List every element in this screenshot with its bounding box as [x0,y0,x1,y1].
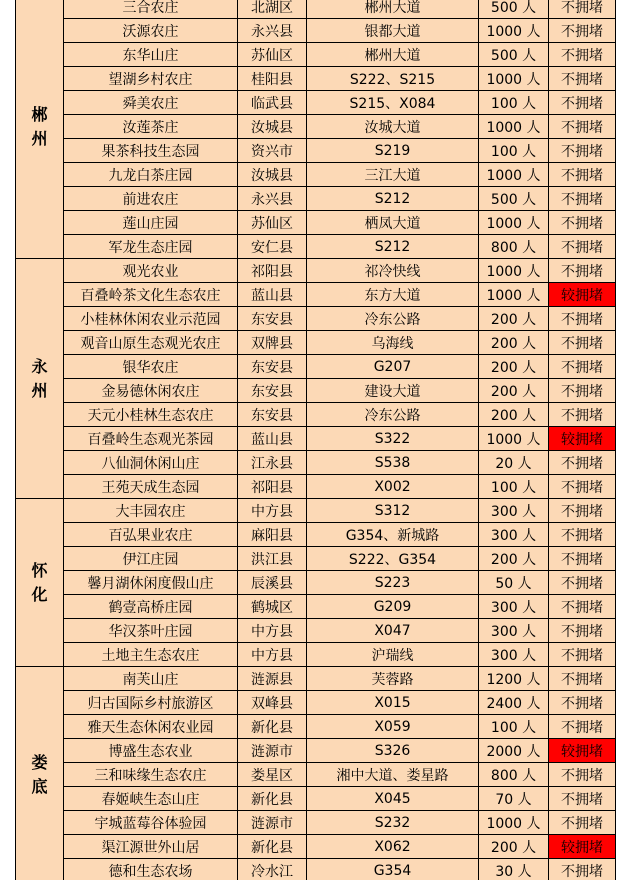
road-cell: S222、G354 [307,547,479,571]
capacity-cell: 200 人 [479,379,549,403]
road-cell: X062 [307,835,479,859]
farm-name-cell: 舜美农庄 [64,91,238,115]
road-cell: S223 [307,571,479,595]
status-cell: 不拥堵 [549,355,616,379]
road-cell: 乌海线 [307,331,479,355]
table-row [16,667,616,691]
district-cell: 涟源市 [238,811,307,835]
status-cell: 不拥堵 [549,475,616,499]
table-row [16,379,616,403]
region-cell: 怀化 [16,499,64,667]
district-cell: 中方县 [238,619,307,643]
capacity-cell: 100 人 [479,715,549,739]
status-cell: 不拥堵 [549,523,616,547]
status-cell: 不拥堵 [549,211,616,235]
status-cell: 不拥堵 [549,667,616,691]
road-cell: X045 [307,787,479,811]
district-cell: 安仁县 [238,235,307,259]
table-row [16,763,616,787]
capacity-cell: 300 人 [479,619,549,643]
farm-name-cell: 伊江庄园 [64,547,238,571]
farm-name-cell: 小桂林休闲农业示范园 [64,307,238,331]
capacity-cell: 1000 人 [479,283,549,307]
district-cell: 桂阳县 [238,67,307,91]
road-cell: 祁冷快线 [307,259,479,283]
capacity-cell: 1000 人 [479,811,549,835]
district-cell: 冷水江 [238,859,307,880]
status-cell: 较拥堵 [549,283,616,307]
status-cell: 不拥堵 [549,379,616,403]
capacity-cell: 200 人 [479,307,549,331]
district-cell: 苏仙区 [238,43,307,67]
district-cell: 东安县 [238,379,307,403]
road-cell: G354 [307,859,479,880]
farm-name-cell: 华汉茶叶庄园 [64,619,238,643]
district-cell: 东安县 [238,403,307,427]
status-cell: 不拥堵 [549,763,616,787]
road-cell: S212 [307,187,479,211]
status-cell: 不拥堵 [549,43,616,67]
farm-name-cell: 军龙生态庄园 [64,235,238,259]
table-row [16,235,616,259]
table-row [16,739,616,763]
capacity-cell: 1000 人 [479,115,549,139]
capacity-cell: 1000 人 [479,259,549,283]
district-cell: 双峰县 [238,691,307,715]
table-row [16,307,616,331]
farm-name-cell: 东华山庄 [64,43,238,67]
road-cell: S312 [307,499,479,523]
capacity-cell: 300 人 [479,643,549,667]
table-row [16,475,616,499]
farm-name-cell: 博盛生态农业 [64,739,238,763]
table-row [16,355,616,379]
farm-name-cell: 三和味缘生态农庄 [64,763,238,787]
farm-name-cell: 望湖乡村农庄 [64,67,238,91]
farm-name-cell: 百叠岭生态观光茶园 [64,427,238,451]
road-cell: 建设大道 [307,379,479,403]
farm-name-cell: 大丰园农庄 [64,499,238,523]
capacity-cell: 1000 人 [479,67,549,91]
table-row [16,859,616,880]
farm-name-cell: 汝莲茶庄 [64,115,238,139]
capacity-cell: 30 人 [479,859,549,880]
district-cell: 祁阳县 [238,475,307,499]
district-cell: 娄星区 [238,763,307,787]
capacity-cell: 500 人 [479,0,549,19]
district-cell: 洪江县 [238,547,307,571]
status-cell: 不拥堵 [549,91,616,115]
district-cell: 北湖区 [238,0,307,19]
capacity-cell: 800 人 [479,235,549,259]
district-cell: 江永县 [238,451,307,475]
district-cell: 永兴县 [238,19,307,43]
road-cell: G354、新城路 [307,523,479,547]
district-cell: 祁阳县 [238,259,307,283]
road-cell: 栖凤大道 [307,211,479,235]
status-cell: 不拥堵 [549,499,616,523]
table-row [16,19,616,43]
status-cell: 不拥堵 [549,331,616,355]
status-cell: 不拥堵 [549,691,616,715]
road-cell: 芙蓉路 [307,667,479,691]
table-row [16,811,616,835]
table-row [16,211,616,235]
capacity-cell: 200 人 [479,331,549,355]
table-row [16,0,616,19]
road-cell: 东方大道 [307,283,479,307]
table-row [16,787,616,811]
capacity-cell: 1000 人 [479,163,549,187]
status-cell: 不拥堵 [549,547,616,571]
table-row [16,691,616,715]
capacity-cell: 2400 人 [479,691,549,715]
farm-name-cell: 观光农业 [64,259,238,283]
status-cell: 不拥堵 [549,115,616,139]
farm-name-cell: 土地主生态农庄 [64,643,238,667]
district-cell: 麻阳县 [238,523,307,547]
capacity-cell: 200 人 [479,835,549,859]
table-row [16,91,616,115]
table-row [16,835,616,859]
road-cell: G207 [307,355,479,379]
table-row [16,139,616,163]
table-row [16,451,616,475]
road-cell: S222、S215 [307,67,479,91]
capacity-cell: 500 人 [479,43,549,67]
farm-name-cell: 馨月湖休闲度假山庄 [64,571,238,595]
table-row [16,403,616,427]
capacity-cell: 800 人 [479,763,549,787]
district-cell: 汝城县 [238,115,307,139]
table-body [16,0,616,880]
farm-traffic-table [15,0,616,880]
status-cell: 不拥堵 [549,619,616,643]
status-cell: 较拥堵 [549,427,616,451]
region-cell: 永州 [16,259,64,499]
road-cell: S538 [307,451,479,475]
farm-name-cell: 百叠岭茶文化生态农庄 [64,283,238,307]
district-cell: 辰溪县 [238,571,307,595]
capacity-cell: 100 人 [479,475,549,499]
farm-name-cell: 百弘果业农庄 [64,523,238,547]
status-cell: 不拥堵 [549,19,616,43]
status-cell: 不拥堵 [549,787,616,811]
road-cell: X059 [307,715,479,739]
farm-name-cell: 鹤壹高桥庄园 [64,595,238,619]
table-row [16,187,616,211]
table-row [16,547,616,571]
farm-name-cell: 金易德休闲农庄 [64,379,238,403]
status-cell: 不拥堵 [549,595,616,619]
capacity-cell: 100 人 [479,139,549,163]
road-cell: S232 [307,811,479,835]
district-cell: 中方县 [238,499,307,523]
capacity-cell: 2000 人 [479,739,549,763]
farm-name-cell: 九龙白茶庄园 [64,163,238,187]
road-cell: X015 [307,691,479,715]
table-row [16,595,616,619]
farm-name-cell: 银华农庄 [64,355,238,379]
farm-name-cell: 南芙山庄 [64,667,238,691]
status-cell: 较拥堵 [549,835,616,859]
table-row [16,499,616,523]
table-row [16,523,616,547]
district-cell: 东安县 [238,355,307,379]
road-cell: 银都大道 [307,19,479,43]
capacity-cell: 200 人 [479,547,549,571]
region-cell: 娄底 [16,667,64,880]
capacity-cell: 300 人 [479,499,549,523]
status-cell: 不拥堵 [549,0,616,19]
capacity-cell: 1000 人 [479,19,549,43]
table-row [16,115,616,139]
district-cell: 蓝山县 [238,283,307,307]
district-cell: 东安县 [238,307,307,331]
road-cell: S212 [307,235,479,259]
road-cell: S219 [307,139,479,163]
table-row [16,331,616,355]
capacity-cell: 200 人 [479,403,549,427]
status-cell: 不拥堵 [549,451,616,475]
status-cell: 不拥堵 [549,259,616,283]
table-row [16,715,616,739]
farm-name-cell: 沃源农庄 [64,19,238,43]
status-cell: 不拥堵 [549,67,616,91]
table-row [16,43,616,67]
farm-name-cell: 德和生态农场 [64,859,238,880]
road-cell: 三江大道 [307,163,479,187]
status-cell: 不拥堵 [549,643,616,667]
road-cell: 冷东公路 [307,403,479,427]
capacity-cell: 20 人 [479,451,549,475]
farm-name-cell: 宇城蓝莓谷体验园 [64,811,238,835]
road-cell: X047 [307,619,479,643]
table-row [16,163,616,187]
district-cell: 新化县 [238,835,307,859]
farm-name-cell: 莲山庄园 [64,211,238,235]
table-row [16,67,616,91]
region-cell: 郴州 [16,0,64,259]
district-cell: 双牌县 [238,331,307,355]
capacity-cell: 100 人 [479,91,549,115]
district-cell: 新化县 [238,715,307,739]
farm-name-cell: 雅天生态休闲农业园 [64,715,238,739]
road-cell: 郴州大道 [307,0,479,19]
capacity-cell: 70 人 [479,787,549,811]
district-cell: 永兴县 [238,187,307,211]
capacity-cell: 200 人 [479,355,549,379]
table-row [16,643,616,667]
status-cell: 不拥堵 [549,859,616,880]
farm-name-cell: 八仙洞休闲山庄 [64,451,238,475]
status-cell: 不拥堵 [549,235,616,259]
district-cell: 涟源市 [238,739,307,763]
district-cell: 蓝山县 [238,427,307,451]
road-cell: 汝城大道 [307,115,479,139]
district-cell: 新化县 [238,787,307,811]
farm-name-cell: 王苑天成生态园 [64,475,238,499]
capacity-cell: 300 人 [479,595,549,619]
road-cell: S322 [307,427,479,451]
table-row [16,619,616,643]
farm-name-cell: 春姬峡生态山庄 [64,787,238,811]
capacity-cell: 500 人 [479,187,549,211]
capacity-cell: 300 人 [479,523,549,547]
farm-name-cell: 观音山原生态观光农庄 [64,331,238,355]
road-cell: 湘中大道、娄星路 [307,763,479,787]
road-cell: X002 [307,475,479,499]
district-cell: 中方县 [238,643,307,667]
table-row [16,571,616,595]
farm-name-cell: 渠江源世外山居 [64,835,238,859]
road-cell: S326 [307,739,479,763]
capacity-cell: 1000 人 [479,211,549,235]
road-cell: S215、X084 [307,91,479,115]
status-cell: 不拥堵 [549,163,616,187]
status-cell: 较拥堵 [549,739,616,763]
table-row [16,427,616,451]
road-cell: 沪瑞线 [307,643,479,667]
capacity-cell: 1000 人 [479,427,549,451]
road-cell: 冷东公路 [307,307,479,331]
status-cell: 不拥堵 [549,571,616,595]
table-row [16,259,616,283]
status-cell: 不拥堵 [549,307,616,331]
district-cell: 苏仙区 [238,211,307,235]
road-cell: 郴州大道 [307,43,479,67]
status-cell: 不拥堵 [549,715,616,739]
road-cell: G209 [307,595,479,619]
district-cell: 涟源县 [238,667,307,691]
farm-name-cell: 天元小桂林生态农庄 [64,403,238,427]
farm-name-cell: 归古国际乡村旅游区 [64,691,238,715]
status-cell: 不拥堵 [549,811,616,835]
district-cell: 临武县 [238,91,307,115]
table-row [16,283,616,307]
farm-name-cell: 前进农庄 [64,187,238,211]
farm-name-cell: 果茶科技生态园 [64,139,238,163]
status-cell: 不拥堵 [549,187,616,211]
status-cell: 不拥堵 [549,139,616,163]
capacity-cell: 1200 人 [479,667,549,691]
capacity-cell: 50 人 [479,571,549,595]
farm-name-cell: 三合农庄 [64,0,238,19]
district-cell: 汝城县 [238,163,307,187]
status-cell: 不拥堵 [549,403,616,427]
district-cell: 资兴市 [238,139,307,163]
district-cell: 鹤城区 [238,595,307,619]
